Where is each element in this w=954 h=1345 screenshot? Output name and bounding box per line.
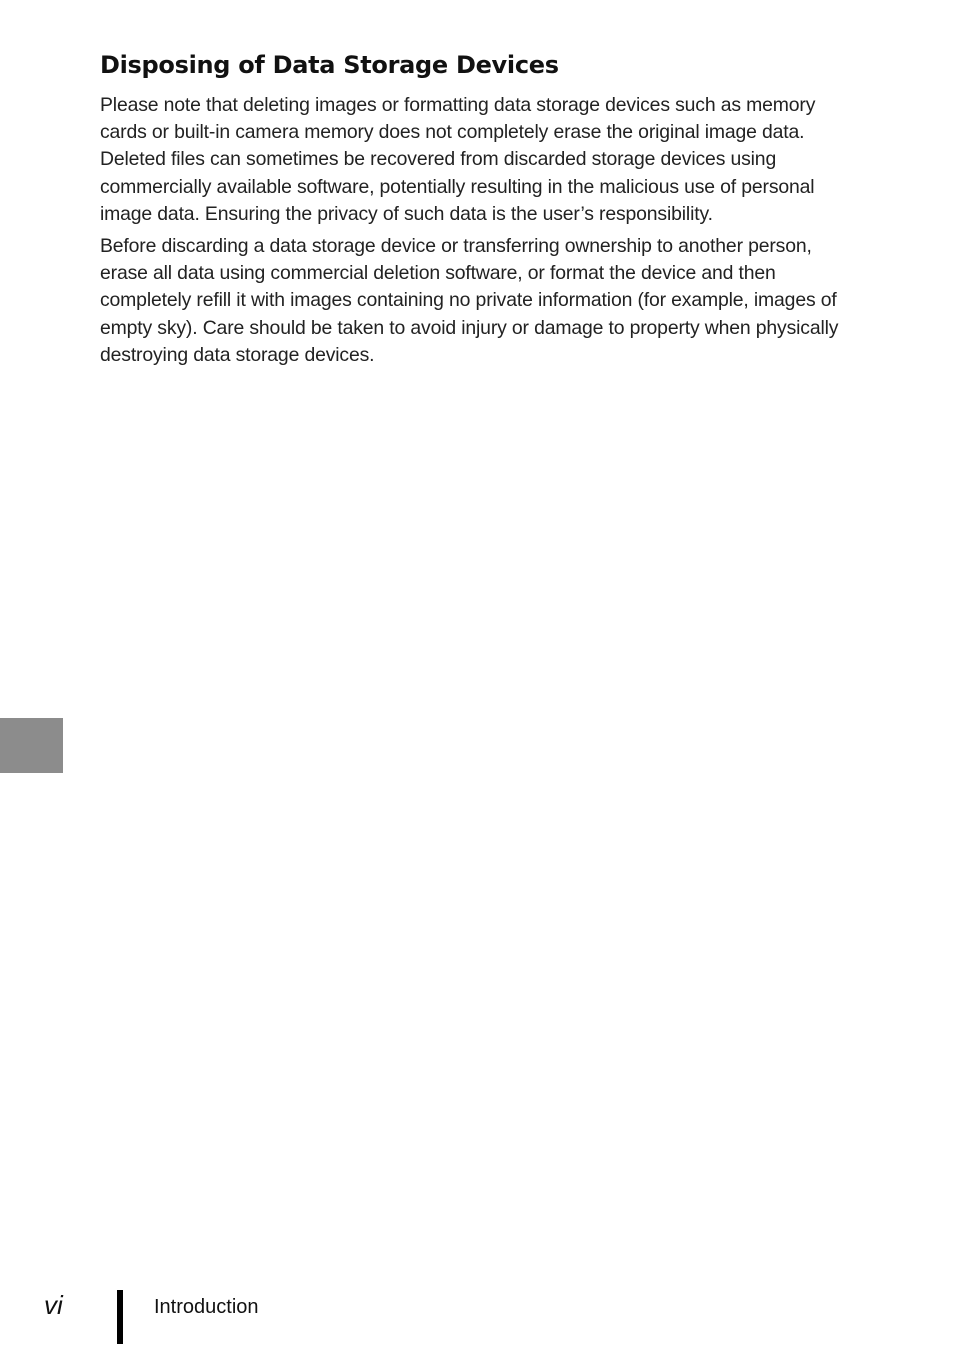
footer-divider	[117, 1290, 123, 1344]
page-number: vi	[44, 1290, 63, 1320]
page-content	[100, 48, 860, 374]
footer-section-name: Introduction	[154, 1296, 259, 1318]
section-title: Disposing of Data Storage Devices	[100, 51, 559, 79]
section-thumb-tab	[0, 718, 63, 773]
paragraph-disposal-instructions: Before discarding a data storage device or transferring ownership to another person, erase all data using commercial deletion software, or format the device and then completely refill it with images containing no private information (for example, images of empty sky). Care should be taken to avoid injury or damage to property when physically destroying data storage devices.	[100, 235, 839, 366]
paragraph-privacy-notice: Please note that deleting images or formatting data storage devices such as memory cards or built-in camera memory does not completely erase the original image data. Deleted files can sometimes be recovered from discarded storage devices using commercially available software, potentially resulting in the malicious use of personal image data. Ensuring the privacy of such data is the user’s responsibility.	[100, 94, 816, 225]
